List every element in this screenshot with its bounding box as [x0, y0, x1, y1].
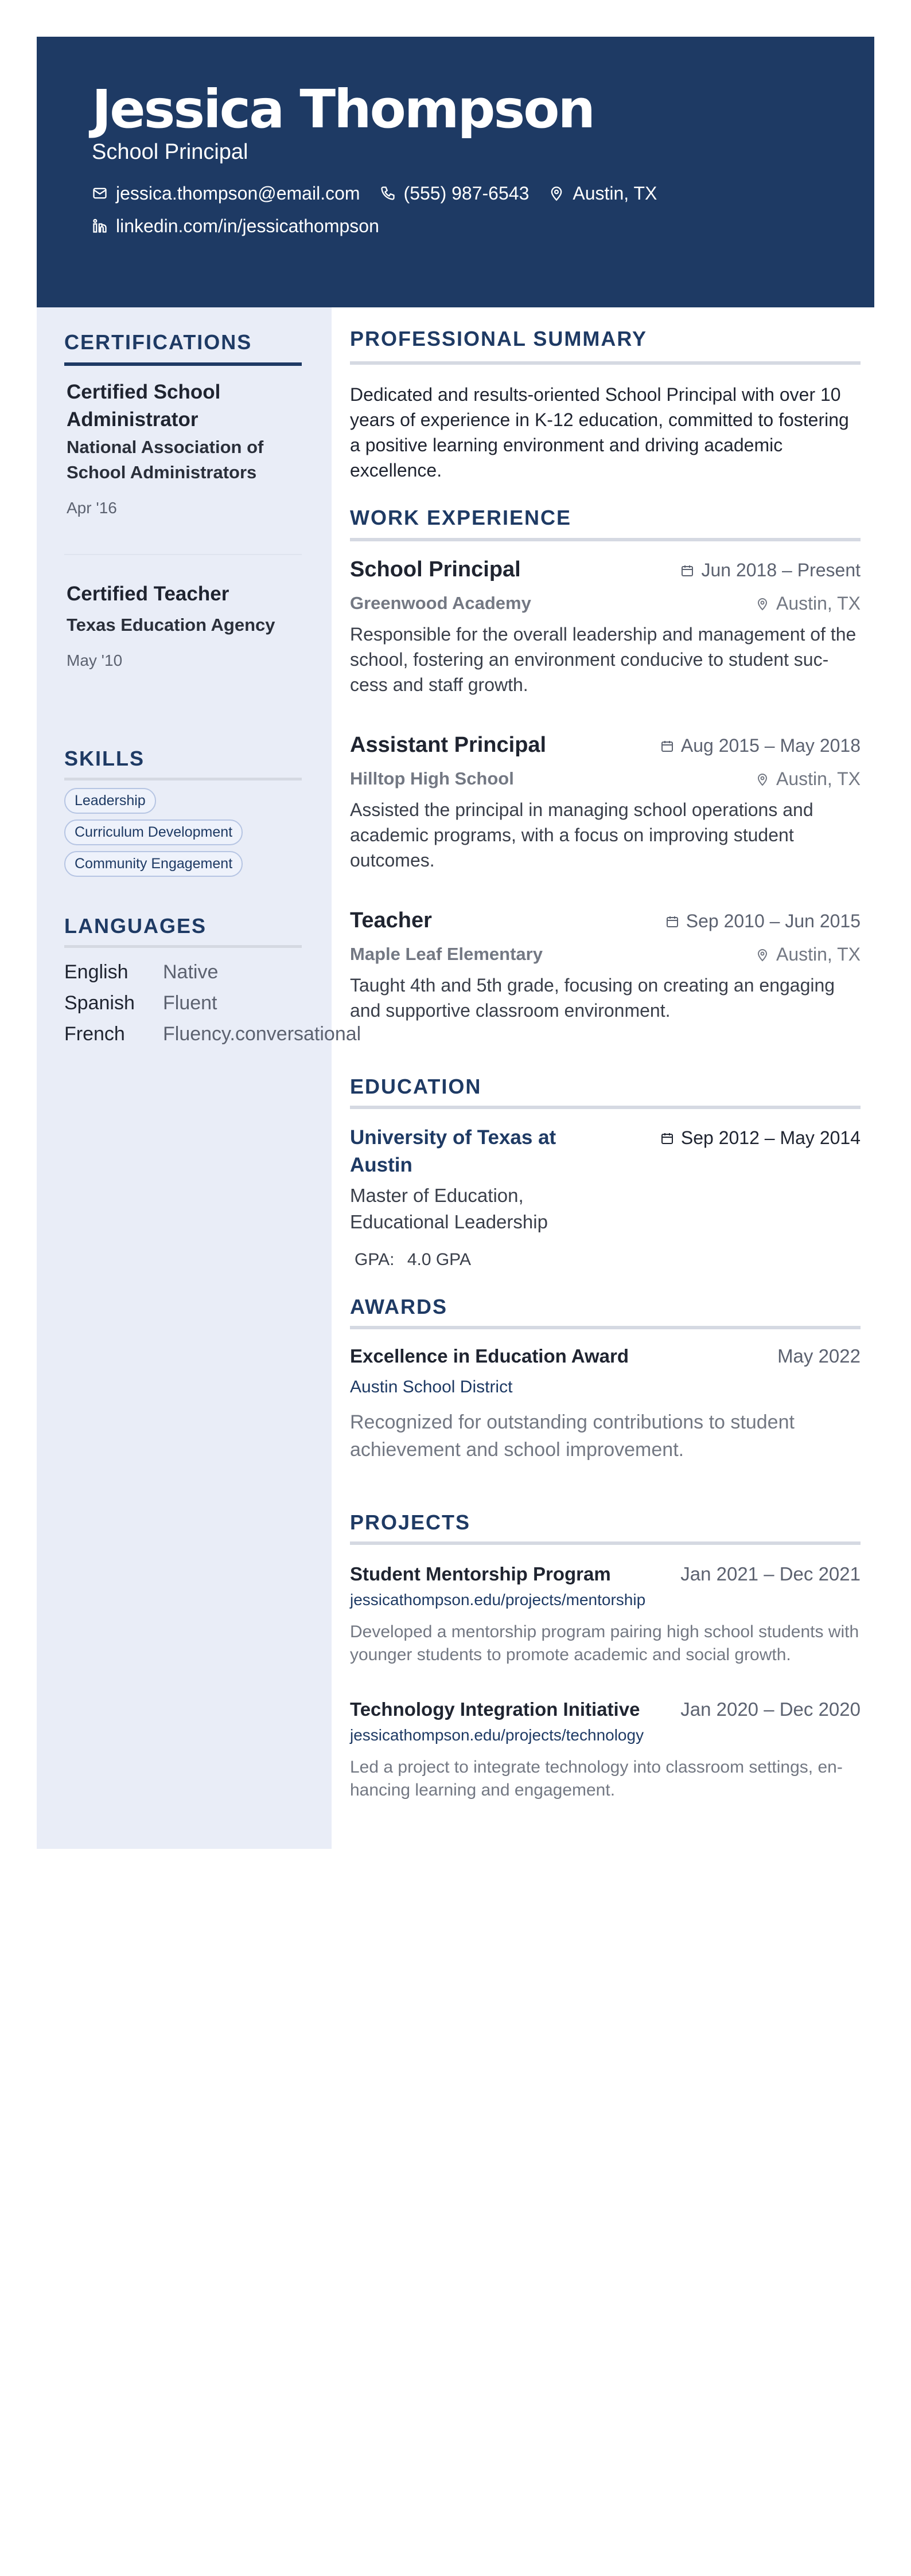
- experience-rule: [350, 538, 861, 541]
- calendar-icon: [680, 564, 694, 577]
- skills-heading: SKILLS: [64, 747, 145, 770]
- cert-title: Certified School Administrator: [67, 381, 221, 431]
- map-pin-icon: [756, 948, 769, 962]
- language-name: English: [64, 961, 129, 983]
- skills-rule: [64, 778, 302, 780]
- certifications-heading: CERTIFICATIONS: [64, 330, 252, 354]
- contact-row-linkedin: [92, 214, 399, 237]
- job-location: [756, 593, 861, 614]
- sidebar: [37, 307, 361, 1849]
- cert-org: National Association of School Administrators: [67, 437, 264, 482]
- project-description: Developed a mentorship program pairing high school students with younger students to promote academic and social growth.: [350, 1622, 859, 1664]
- skills-list: [64, 788, 305, 883]
- summary-text: Dedicated and results-oriented School Principal with over 10 years of experience in K-12 education, committed to fostering a positive learning environment and driving academic excellence.: [350, 384, 849, 481]
- cert-date: May '10: [67, 651, 123, 669]
- language-name: French: [64, 1023, 125, 1045]
- calendar-icon: [660, 1131, 674, 1145]
- email-text: jessica.thompson@email.com: [116, 182, 360, 204]
- job-description: Taught 4th and 5th grade, focusing on creating an engaging and supportive classroom environment.: [350, 975, 835, 1021]
- calendar-icon: [660, 739, 674, 753]
- candidate-title: School Principal: [92, 140, 248, 164]
- phone-text: (555) 987-6543: [403, 182, 530, 204]
- cert-date: Apr '16: [67, 499, 117, 517]
- project-description: Led a project to integrate technology into classroom settings, en-hancing learning and engagement.: [350, 1758, 843, 1800]
- job-dates: [660, 735, 861, 756]
- education-heading: EDUCATION: [350, 1075, 482, 1098]
- language-level: Native: [163, 961, 219, 983]
- skill-tag: Curriculum Development: [64, 819, 243, 845]
- map-pin-icon: [756, 597, 769, 611]
- contact-linkedin[interactable]: [92, 216, 379, 237]
- job-dates: [665, 911, 861, 932]
- language-name: Spanish: [64, 992, 135, 1014]
- skill-tag: Leadership: [64, 788, 156, 814]
- project-link[interactable]: jessicathompson.edu/projects/technology: [350, 1726, 644, 1744]
- contact-row: [92, 182, 676, 205]
- contact-email[interactable]: [92, 183, 360, 204]
- job-dates-text: Aug 2015 – May 2018: [680, 735, 861, 756]
- job-title: Teacher: [350, 908, 432, 932]
- language-level: Fluent: [163, 992, 217, 1014]
- education-rule: [350, 1106, 861, 1109]
- projects-rule: [350, 1541, 861, 1545]
- project-title: Student Mentorship Program: [350, 1563, 611, 1584]
- contact-location: [548, 183, 657, 204]
- project-dates: Jan 2021 – Dec 2021: [680, 1563, 861, 1584]
- award-description: Recognized for outstanding contributions to student achievement and school improvement.: [350, 1411, 795, 1461]
- award-title: Excellence in Education Award: [350, 1345, 629, 1367]
- skill-tag: Community Engagement: [64, 851, 243, 877]
- linkedin-text: linkedin.com/in/jessicathompson: [116, 215, 379, 236]
- language-level: Fluency.conversational: [163, 1023, 361, 1045]
- resume-page: [37, 37, 874, 1849]
- award-org: Austin School District: [350, 1377, 513, 1396]
- job-description: Assisted the principal in managing school operations and academic programs, with a focus on improving student outcomes.: [350, 799, 813, 871]
- awards-rule: [350, 1326, 861, 1329]
- education-gpa: [355, 1250, 471, 1270]
- cert-title: Certified Teacher: [67, 583, 229, 605]
- job-title: School Principal: [350, 557, 521, 581]
- mail-icon: [92, 185, 108, 201]
- linkedin-icon: [92, 218, 108, 234]
- job-dates-text: Jun 2018 – Present: [701, 560, 861, 580]
- candidate-name: Jessica Thompson: [92, 79, 594, 140]
- resume-header: [37, 37, 874, 307]
- job-org: Maple Leaf Elementary: [350, 944, 543, 964]
- map-pin-icon: [756, 772, 769, 786]
- job-location-text: Austin, TX: [776, 944, 861, 965]
- projects-heading: PROJECTS: [350, 1511, 471, 1534]
- phone-icon: [380, 185, 396, 201]
- award-date: May 2022: [777, 1345, 861, 1367]
- certifications-rule: [64, 362, 302, 366]
- cert-org: Texas Education Agency: [67, 615, 275, 635]
- project-link[interactable]: jessicathompson.edu/projects/mentorship: [350, 1591, 646, 1609]
- calendar-icon: [665, 915, 679, 928]
- summary-heading: PROFESSIONAL SUMMARY: [350, 327, 648, 350]
- job-dates-text: Sep 2010 – Jun 2015: [686, 911, 861, 931]
- languages-rule: [64, 945, 302, 948]
- education-school: University of Texas at Austin: [350, 1126, 556, 1176]
- job-title: Assistant Principal: [350, 733, 547, 757]
- job-location: [756, 944, 861, 965]
- job-description: Responsible for the overall leadership and management of the school, fostering an environment conducive to student suc-cess and staff growth.: [350, 624, 857, 695]
- job-org: Hilltop High School: [350, 768, 514, 789]
- awards-heading: AWARDS: [350, 1295, 448, 1318]
- project-dates: Jan 2020 – Dec 2020: [680, 1699, 861, 1720]
- summary-rule: [350, 361, 861, 365]
- job-location-text: Austin, TX: [776, 593, 861, 614]
- education-dates-text: Sep 2012 – May 2014: [680, 1127, 861, 1148]
- job-org: Greenwood Academy: [350, 593, 531, 613]
- contact-phone[interactable]: [380, 183, 530, 204]
- cert-divider: [64, 554, 302, 555]
- gpa-value: 4.0 GPA: [407, 1250, 471, 1269]
- map-pin-icon: [548, 185, 564, 201]
- education-degree: Master of Education, Educational Leadership: [350, 1185, 548, 1232]
- education-dates: [660, 1127, 861, 1149]
- location-text: Austin, TX: [573, 182, 657, 204]
- experience-heading: WORK EXPERIENCE: [350, 506, 572, 529]
- languages-heading: LANGUAGES: [64, 914, 207, 938]
- job-location-text: Austin, TX: [776, 768, 861, 789]
- project-title: Technology Integration Initiative: [350, 1699, 640, 1720]
- gpa-label: GPA:: [355, 1250, 395, 1269]
- job-location: [756, 768, 861, 790]
- job-dates: [680, 560, 861, 581]
